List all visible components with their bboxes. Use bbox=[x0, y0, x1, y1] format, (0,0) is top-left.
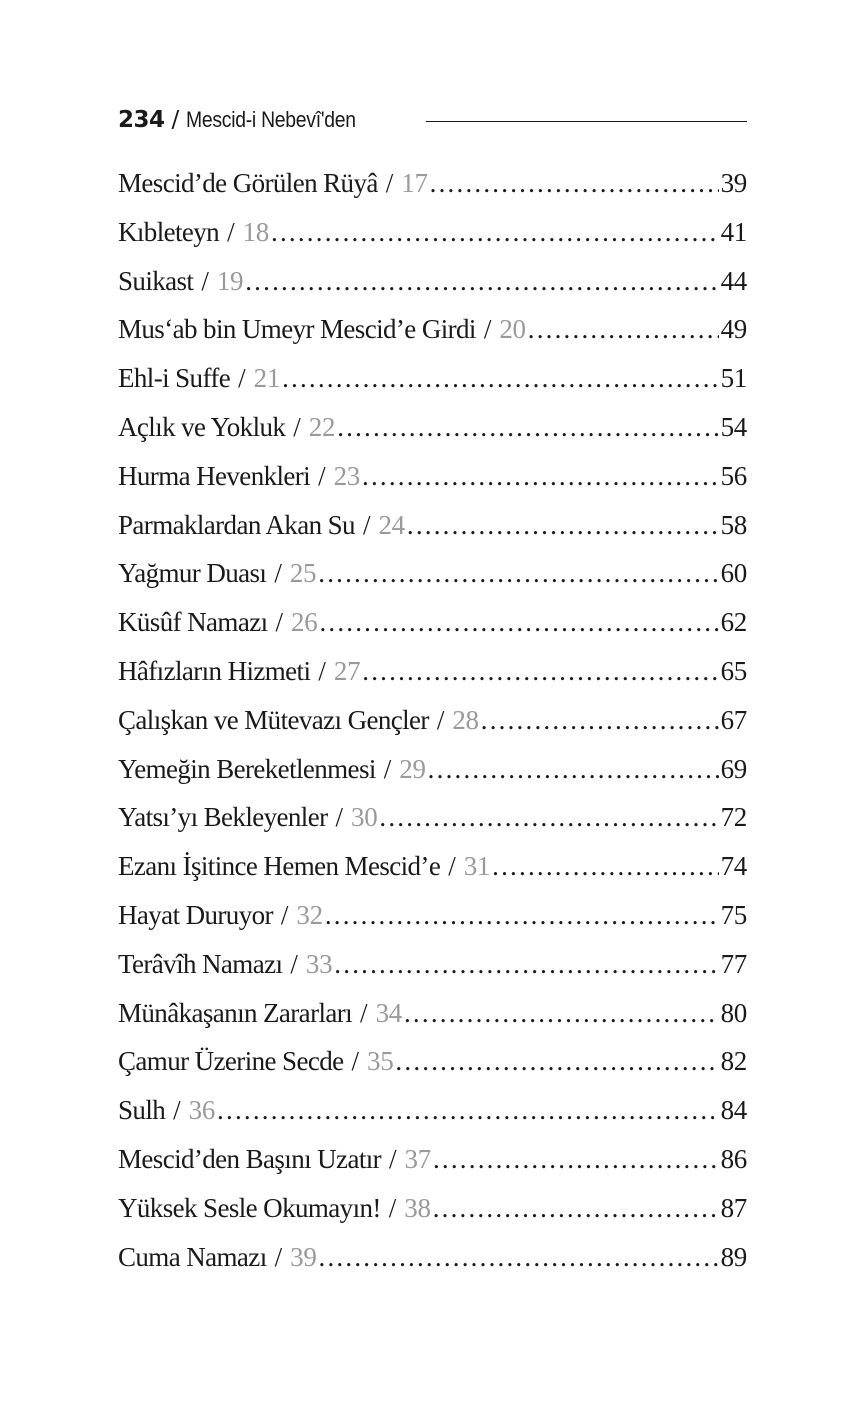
toc-entry-separator: / bbox=[448, 851, 456, 882]
toc-entry[interactable] bbox=[118, 607, 747, 656]
toc-entry[interactable] bbox=[118, 1144, 747, 1193]
toc-entry[interactable] bbox=[118, 998, 747, 1047]
toc-entry-page-number: 77 bbox=[720, 948, 747, 979]
toc-entry-page-number: 65 bbox=[720, 655, 747, 686]
toc-entry-chapter-number: 19 bbox=[216, 265, 244, 296]
toc-entry-title: Yağmur Duası bbox=[118, 558, 267, 589]
toc-entry-separator: / bbox=[360, 997, 368, 1028]
toc-entry-title: Hâfızların Hizmeti bbox=[118, 655, 311, 686]
dot-leader bbox=[433, 1193, 719, 1224]
toc-entry-page-number: 62 bbox=[720, 607, 747, 638]
toc-entry-separator: / bbox=[385, 168, 394, 198]
toc-entry-title: Küsûf Namazı bbox=[118, 607, 268, 638]
dot-leader bbox=[428, 754, 719, 785]
header-separator: / bbox=[171, 107, 180, 133]
dot-leader bbox=[433, 1144, 719, 1175]
toc-entry-page-number: 51 bbox=[720, 363, 747, 394]
table-of-contents bbox=[118, 168, 747, 1290]
toc-entry-chapter-number: 37 bbox=[404, 1143, 431, 1174]
toc-entry-title: Suikast bbox=[118, 265, 194, 296]
toc-entry-separator: / bbox=[383, 753, 392, 784]
dot-leader bbox=[395, 1046, 718, 1077]
header-rule bbox=[426, 121, 747, 122]
toc-entry-chapter-number: 28 bbox=[452, 704, 479, 735]
toc-entry-title: Mescid’den Başını Uzatır bbox=[118, 1143, 382, 1174]
toc-entry-page-number: 67 bbox=[720, 704, 747, 735]
toc-entry-separator: / bbox=[238, 363, 246, 394]
toc-entry[interactable] bbox=[118, 705, 747, 754]
toc-entry-title: Ezanı İşitince Hemen Mescid’e bbox=[118, 851, 441, 882]
dot-leader bbox=[481, 705, 719, 736]
toc-entry-separator: / bbox=[293, 411, 301, 442]
toc-entry-page-number: 49 bbox=[720, 314, 747, 345]
toc-entry-title: Çalışkan ve Mütevazı Gençler bbox=[118, 704, 429, 735]
book-title: Mescid-i Nebevî'den bbox=[186, 107, 357, 132]
toc-entry-separator: / bbox=[335, 802, 343, 833]
toc-entry-page-number: 80 bbox=[720, 997, 747, 1028]
toc-entry-chapter-number: 17 bbox=[401, 168, 428, 198]
dot-leader bbox=[528, 314, 719, 345]
toc-entry[interactable] bbox=[118, 168, 747, 217]
toc-entry[interactable] bbox=[118, 1095, 747, 1144]
toc-entry-separator: / bbox=[274, 558, 282, 589]
toc-entry-chapter-number: 36 bbox=[188, 1095, 216, 1126]
toc-entry[interactable] bbox=[118, 558, 747, 607]
toc-entry-separator: / bbox=[227, 216, 235, 247]
toc-entry-page-number: 74 bbox=[720, 851, 747, 882]
toc-entry-separator: / bbox=[362, 509, 371, 540]
toc-entry[interactable] bbox=[118, 656, 747, 705]
toc-entry-title: Kıbleteyn bbox=[118, 216, 220, 247]
toc-entry-title: Mescid’de Görülen Rüyâ bbox=[118, 168, 378, 198]
toc-entry-page-number: 56 bbox=[720, 460, 747, 491]
toc-entry-separator: / bbox=[318, 655, 326, 686]
toc-entry[interactable] bbox=[118, 1046, 747, 1095]
dot-leader bbox=[407, 510, 719, 541]
toc-entry-chapter-number: 34 bbox=[375, 997, 402, 1028]
toc-entry-title: Parmaklardan Akan Su bbox=[118, 509, 355, 540]
toc-entry-separator: / bbox=[280, 899, 289, 930]
toc-entry-chapter-number: 29 bbox=[399, 753, 426, 784]
toc-entry-page-number: 41 bbox=[720, 216, 747, 247]
toc-entry-title: Hurma Hevenkleri bbox=[118, 460, 311, 491]
toc-entry[interactable] bbox=[118, 1242, 747, 1291]
dot-leader bbox=[282, 363, 719, 394]
toc-entry-separator: / bbox=[351, 1046, 360, 1077]
toc-entry-separator: / bbox=[318, 460, 326, 491]
dot-leader bbox=[325, 900, 719, 931]
toc-entry-separator: / bbox=[201, 265, 209, 296]
toc-entry[interactable] bbox=[118, 802, 747, 851]
toc-entry-page-number: 86 bbox=[720, 1143, 747, 1174]
toc-entry-title: Ehl-i Suffe bbox=[118, 363, 231, 394]
toc-entry-chapter-number: 21 bbox=[253, 363, 281, 394]
toc-entry[interactable] bbox=[118, 949, 747, 998]
toc-entry-title: Münâkaşanın Zararları bbox=[118, 997, 353, 1028]
toc-entry[interactable] bbox=[118, 217, 747, 266]
dot-leader bbox=[362, 656, 718, 687]
toc-entry-separator: / bbox=[173, 1095, 181, 1126]
dot-leader bbox=[337, 412, 718, 443]
toc-entry-chapter-number: 27 bbox=[333, 655, 361, 686]
toc-entry-page-number: 54 bbox=[720, 411, 747, 442]
toc-entry-title: Terâvîh Namazı bbox=[118, 948, 283, 979]
dot-leader bbox=[318, 558, 718, 589]
toc-entry-chapter-number: 39 bbox=[290, 1241, 317, 1272]
toc-entry-page-number: 60 bbox=[720, 558, 747, 589]
toc-entry-title: Hayat Duruyor bbox=[118, 899, 273, 930]
toc-entry-chapter-number: 33 bbox=[305, 948, 333, 979]
toc-entry-title: Yatsı’yı Bekleyenler bbox=[118, 802, 328, 833]
page-number: 234 bbox=[118, 107, 165, 133]
dot-leader bbox=[319, 607, 718, 638]
toc-entry-page-number: 82 bbox=[720, 1046, 747, 1077]
toc-entry-separator: / bbox=[388, 1192, 397, 1223]
toc-entry-page-number: 44 bbox=[720, 265, 747, 296]
toc-entry[interactable] bbox=[118, 412, 747, 461]
toc-entry-chapter-number: 35 bbox=[367, 1046, 394, 1077]
toc-entry[interactable] bbox=[118, 851, 747, 900]
toc-entry-page-number: 58 bbox=[720, 509, 747, 540]
toc-entry-separator: / bbox=[436, 704, 445, 735]
dot-leader bbox=[379, 802, 718, 833]
dot-leader bbox=[430, 168, 719, 199]
toc-entry-separator: / bbox=[483, 314, 492, 345]
toc-entry-chapter-number: 38 bbox=[404, 1192, 431, 1223]
toc-entry-chapter-number: 18 bbox=[242, 216, 269, 247]
toc-entry-separator: / bbox=[389, 1143, 397, 1174]
toc-entry-chapter-number: 23 bbox=[333, 460, 360, 491]
toc-entry-title: Çamur Üzerine Secde bbox=[118, 1046, 344, 1077]
toc-entry-chapter-number: 22 bbox=[308, 411, 336, 442]
toc-entry-separator: / bbox=[274, 1241, 283, 1272]
toc-entry-page-number: 75 bbox=[720, 899, 747, 930]
toc-entry[interactable] bbox=[118, 510, 747, 559]
toc-entry-page-number: 39 bbox=[720, 168, 747, 198]
toc-entry[interactable] bbox=[118, 900, 747, 949]
toc-entry[interactable] bbox=[118, 1193, 747, 1242]
toc-entry-title: Sulh bbox=[118, 1095, 166, 1126]
dot-leader bbox=[217, 1095, 719, 1126]
dot-leader bbox=[404, 998, 719, 1029]
toc-entry-page-number: 72 bbox=[720, 802, 747, 833]
toc-entry-title: Cuma Namazı bbox=[118, 1241, 267, 1272]
toc-entry-separator: / bbox=[290, 948, 298, 979]
toc-entry-chapter-number: 20 bbox=[499, 314, 526, 345]
toc-entry[interactable] bbox=[118, 363, 747, 412]
toc-entry-page-number: 84 bbox=[720, 1095, 747, 1126]
toc-entry-page-number: 87 bbox=[720, 1192, 747, 1223]
toc-entry[interactable] bbox=[118, 266, 747, 315]
dot-leader bbox=[334, 949, 718, 980]
toc-entry[interactable] bbox=[118, 314, 747, 363]
dot-leader bbox=[245, 266, 718, 297]
dot-leader bbox=[362, 461, 719, 492]
toc-entry-chapter-number: 32 bbox=[296, 899, 323, 930]
dot-leader bbox=[492, 851, 718, 882]
toc-entry-title: Yüksek Sesle Okumayın! bbox=[118, 1192, 381, 1223]
toc-entry-chapter-number: 30 bbox=[351, 802, 378, 833]
toc-entry-chapter-number: 26 bbox=[291, 607, 318, 638]
toc-entry-chapter-number: 24 bbox=[378, 509, 405, 540]
toc-entry-title: Yemeğin Bereketlenmesi bbox=[118, 753, 376, 784]
dot-leader bbox=[271, 217, 719, 248]
toc-entry-page-number: 69 bbox=[720, 753, 747, 784]
toc-entry-title: Açlık ve Yokluk bbox=[118, 411, 286, 442]
running-head bbox=[118, 104, 747, 136]
toc-entry-page-number: 89 bbox=[720, 1241, 747, 1272]
toc-entry-separator: / bbox=[275, 607, 284, 638]
toc-entry-title: Mus‘ab bin Umeyr Mescid’e Girdi bbox=[118, 314, 476, 345]
dot-leader bbox=[319, 1242, 719, 1273]
toc-entry-chapter-number: 31 bbox=[463, 851, 491, 882]
toc-entry[interactable] bbox=[118, 754, 747, 803]
toc-entry-chapter-number: 25 bbox=[289, 558, 317, 589]
toc-entry[interactable] bbox=[118, 461, 747, 510]
